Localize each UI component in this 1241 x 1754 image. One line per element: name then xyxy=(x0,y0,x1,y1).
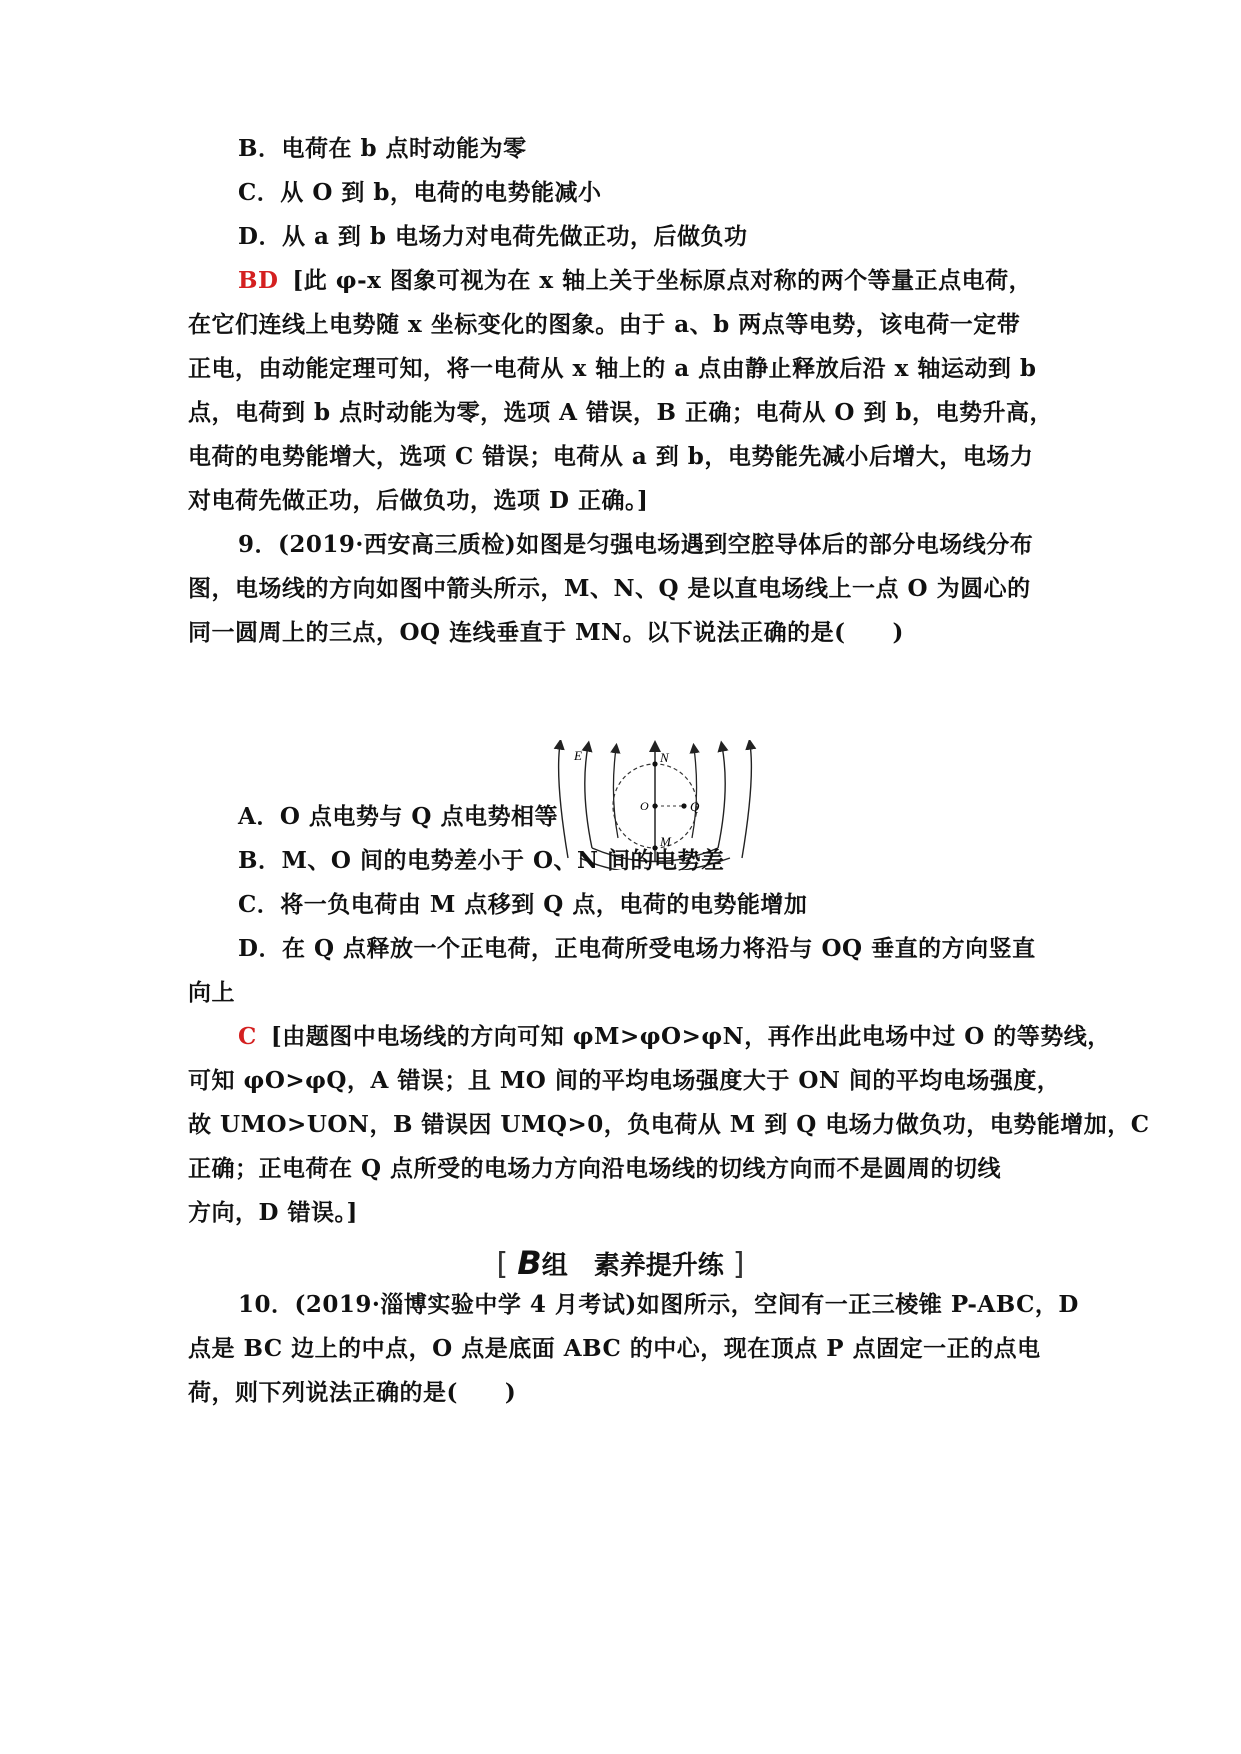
label-n: N xyxy=(660,750,669,765)
field-line-outer-right xyxy=(742,744,751,858)
q8-option-b: B．电荷在 b 点时动能为零 xyxy=(238,135,527,162)
section-bracket-right: ] xyxy=(732,1247,745,1282)
q9-explanation-line-2: 可知 φO>φQ，A 错误；且 MO 间的平均电场强度大于 ON 间的平均电场强度， xyxy=(188,1067,1061,1094)
q8-explanation-line-4: 点，电荷到 b 点时动能为零，选项 A 错误，B 正确；电荷从 O 到 b，电势升高， xyxy=(188,399,1054,426)
q9-option-d-line-2: 向上 xyxy=(188,979,235,1006)
field-line-outer-left xyxy=(559,744,568,858)
q8-explanation-line-2: 在它们连线上电势随 x 坐标变化的图象。由于 a、b 两点等电势，该电荷一定带 xyxy=(188,311,1021,338)
label-o: O xyxy=(640,799,649,813)
q9-stem-line-2: 图，电场线的方向如图中箭头所示，M、N、Q 是以直电场线上一点 O 为圆心的 xyxy=(188,575,1031,602)
q8-option-d: D．从 a 到 b 电场力对电荷先做正功，后做负功 xyxy=(238,223,748,250)
q10-stem-line-1: 10．(2019·淄博实验中学 4 月考试)如图所示，空间有一正三棱锥 P-ABC，D xyxy=(238,1291,1079,1318)
q8-explanation-text-1: [此 φ-x 图象可视为在 x 轴上关于坐标原点对称的两个等量正点电荷， xyxy=(292,267,1033,294)
q8-explanation-line-1 xyxy=(238,266,1108,296)
q8-answer: BD xyxy=(238,267,279,294)
q9-explanation-line-4: 正确；正电荷在 Q 点所受的电场力方向沿电场线的切线方向而不是圆周的切线 xyxy=(188,1155,1002,1182)
q9-explanation-line-1 xyxy=(238,1022,1111,1052)
q8-option-c: C．从 O 到 b，电荷的电势能减小 xyxy=(238,179,602,206)
q9-option-d-line-1: D．在 Q 点释放一个正电荷，正电荷所受电场力将沿与 OQ 垂直的方向竖直 xyxy=(238,935,1036,962)
q9-explanation-text-1: [由题图中电场线的方向可知 φM>φO>φN，再作出此电场中过 O 的等势线， xyxy=(270,1023,1111,1050)
q9-option-b: B．M、O 间的电势差小于 O、N 间的电势差 xyxy=(238,847,725,874)
q9-stem-line-3: 同一圆周上的三点，OQ 连线垂直于 MN。以下说法正确的是( ) xyxy=(188,619,904,646)
section-title: 组 素养提升练 xyxy=(541,1251,724,1281)
q9-explanation-line-5: 方向，D 错误。] xyxy=(188,1199,358,1226)
q9-answer: C xyxy=(238,1023,257,1050)
label-m: M xyxy=(660,834,671,849)
field-line-right xyxy=(718,746,725,848)
q10-stem-line-3: 荷，则下列说法正确的是( ) xyxy=(188,1379,517,1406)
q9-option-c: C．将一负电荷由 M 点移到 Q 点，电荷的电势能增加 xyxy=(238,891,808,918)
q9-explanation-line-3: 故 UMO>UON，B 错误因 UMQ>0，负电荷从 M 到 Q 电场力做负功，电势能增加，C xyxy=(188,1111,1150,1138)
label-q: Q xyxy=(690,799,700,814)
q8-explanation-line-6: 对电荷先做正功，后做负功，选项 D 正确。] xyxy=(188,487,649,514)
q8-explanation-line-3: 正电，由动能定理可知，将一电荷从 x 轴上的 a 点由静止释放后沿 x 轴运动到 b xyxy=(188,355,1037,382)
q9-stem-line-1: 9．(2019·西安高三质检)如图是匀强电场遇到空腔导体后的部分电场线分布 xyxy=(238,531,1034,558)
section-banner xyxy=(0,1244,1241,1282)
q9-option-a: A．O 点电势与 Q 点电势相等 xyxy=(238,803,558,830)
section-letter: B xyxy=(517,1244,542,1282)
label-e: E xyxy=(574,748,582,763)
point-n xyxy=(652,761,657,766)
q8-explanation-line-5: 电荷的电势能增大，选项 C 错误；电荷从 a 到 b，电势能先减小后增大，电场力 xyxy=(188,443,1034,470)
field-line-left xyxy=(585,746,592,848)
section-bracket-left: [ xyxy=(496,1247,509,1282)
q10-stem-line-2: 点是 BC 边上的中点，O 点是底面 ABC 的中心，现在顶点 P 点固定一正的点电 xyxy=(188,1335,1041,1362)
